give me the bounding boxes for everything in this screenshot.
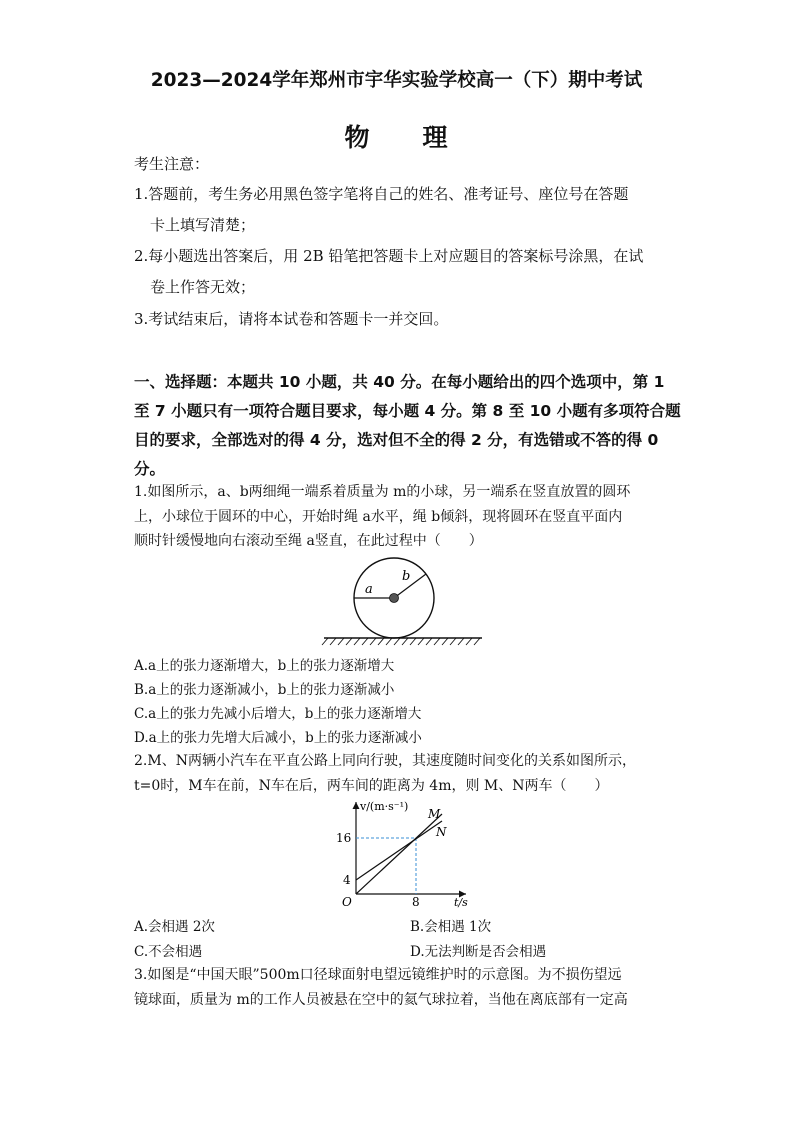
q2-stem-line-2: t=0时，M车在前，N车在后，两车间的距离为 4m，则 M、N两车（ ）: [134, 778, 609, 794]
notice-item-1: 1.答题前，考生务必用黑色签字笔将自己的姓名、准考证号、座位号在答题: [134, 185, 629, 203]
q2-vt-graph: [330, 796, 480, 912]
section-heading-line-2: 至 7 小题只有一项符合题目要求，每小题 4 分。第 8 至 10 小题有多项符合题: [134, 402, 681, 420]
notice-item-1-cont: 卡上填写清楚；: [150, 216, 256, 234]
tick-8: 8: [412, 895, 420, 909]
q1-option-d: D.a上的张力先增大后减小，b上的张力逐渐减小: [134, 730, 422, 746]
ground-hatching: [322, 638, 480, 645]
line-m: [356, 814, 442, 894]
label-a: a: [365, 582, 373, 597]
subject-title: 物 理: [344, 123, 449, 152]
line-m-label: M: [428, 807, 441, 821]
tick-16: 16: [336, 831, 352, 845]
section-heading-line-1: 一、选择题：本题共 10 小题，共 40 分。在每小题给出的四个选项中，第 1: [134, 373, 665, 391]
q1-stem-line-3: 顺时针缓慢地向右滚动至绳 a竖直，在此过程中（ ）: [134, 533, 483, 549]
section-heading-line-4: 分。: [134, 460, 166, 478]
q2-option-c: C.不会相遇: [134, 944, 203, 960]
notice-item-2-cont: 卷上作答无效；: [150, 278, 256, 296]
y-axis-label: v/(m·s⁻¹): [360, 800, 409, 813]
q2-option-d: D.无法判断是否会相遇: [410, 944, 547, 960]
label-b: b: [402, 569, 411, 584]
q3-stem-line-2: 镜球面，质量为 m的工作人员被悬在空中的氦气球拉着，当他在离底部有一定高: [134, 992, 628, 1008]
q2-option-b: B.会相遇 1次: [410, 919, 492, 935]
origin-label: O: [342, 895, 352, 909]
ball: [390, 594, 399, 603]
q2-stem-line-1: 2.M、N两辆小汽车在平直公路上同向行驶，其速度随时间变化的关系如图所示，: [134, 753, 636, 769]
notice-heading: 考生注意：: [134, 155, 210, 173]
q2-option-a: A.会相遇 2次: [134, 919, 215, 935]
notice-item-2: 2.每小题选出答案后，用 2B 铅笔把答题卡上对应题目的答案标号涂黑，在试: [134, 247, 644, 265]
x-axis-label: t/s: [454, 896, 468, 909]
q1-option-c: C.a上的张力先减小后增大，b上的张力逐渐增大: [134, 706, 422, 722]
q3-stem-line-1: 3.如图是“中国天眼”500m口径球面射电望远镜维护时的示意图。为不损伤望远: [134, 967, 622, 983]
notice-item-3: 3.考试结束后，请将本试卷和答题卡一并交回。: [134, 310, 449, 328]
exam-title: 2023—2024学年郑州市宇华实验学校高一（下）期中考试: [150, 70, 643, 91]
section-heading-line-3: 目的要求，全部选对的得 4 分，选对但不全的得 2 分，有选错或不答的得 0: [134, 431, 659, 449]
q1-ring-figure: [318, 552, 488, 650]
q1-option-b: B.a上的张力逐渐减小，b上的张力逐渐减小: [134, 682, 395, 698]
q1-option-a: A.a上的张力逐渐增大，b上的张力逐渐增大: [134, 658, 395, 674]
q1-stem-line-2: 上，小球位于圆环的中心，开始时绳 a水平，绳 b倾斜，现将圆环在竖直平面内: [134, 509, 623, 525]
line-n-label: N: [436, 825, 447, 839]
line-n: [356, 821, 442, 880]
tick-4: 4: [343, 873, 351, 887]
q1-stem-line-1: 1.如图所示，a、b两细绳一端系着质量为 m的小球，另一端系在竖直放置的圆环: [134, 484, 631, 500]
